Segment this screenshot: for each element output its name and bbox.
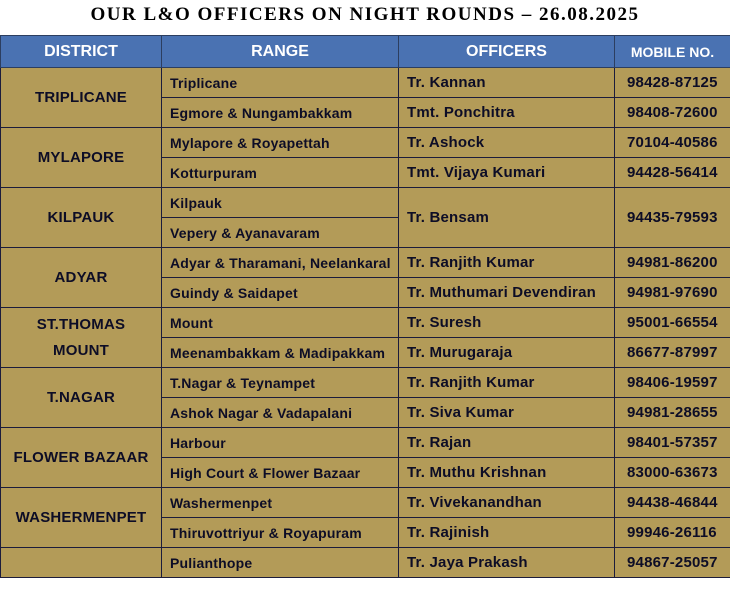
table-row: [1, 308, 730, 338]
range-cell: Adyar & Tharamani, Neelankaral: [162, 248, 399, 278]
header-mobile: MOBILE NO.: [615, 36, 730, 68]
officer-cell: Tr. Kannan: [399, 68, 615, 98]
officer-cell: Tr. Ashock: [399, 128, 615, 158]
range-cell: Triplicane: [162, 68, 399, 98]
mobile-cell: 94981-97690: [615, 278, 730, 308]
range-cell: T.Nagar & Teynampet: [162, 368, 399, 398]
range-cell: Kilpauk: [162, 188, 399, 218]
table-row: [1, 488, 730, 518]
mobile-cell: 98408-72600: [615, 98, 730, 128]
district-cell: ST.THOMAS MOUNT: [1, 308, 162, 368]
page-title: OUR L&O OFFICERS ON NIGHT ROUNDS – 26.08.2025: [90, 4, 640, 25]
table-row: [1, 368, 730, 398]
mobile-cell: 94981-28655: [615, 398, 730, 428]
mobile-cell: 86677-87997: [615, 338, 730, 368]
range-cell: Mylapore & Royapettah: [162, 128, 399, 158]
district-cell: T.NAGAR: [1, 368, 162, 428]
table-row: [1, 188, 730, 218]
officer-cell: Tr. Jaya Prakash: [399, 548, 615, 578]
mobile-cell: 94438-46844: [615, 488, 730, 518]
officer-cell: Tr. Muthu Krishnan: [399, 458, 615, 488]
officer-cell: Tmt. Vijaya Kumari: [399, 158, 615, 188]
range-cell: Vepery & Ayanavaram: [162, 218, 399, 248]
mobile-cell: 94428-56414: [615, 158, 730, 188]
district-cell: FLOWER BAZAAR: [1, 428, 162, 488]
officer-cell: Tmt. Ponchitra: [399, 98, 615, 128]
officer-cell: Tr. Murugaraja: [399, 338, 615, 368]
mobile-cell: 94981-86200: [615, 248, 730, 278]
table-row: [1, 548, 730, 578]
officer-cell: Tr. Ranjith Kumar: [399, 248, 615, 278]
header-officers: OFFICERS: [399, 36, 615, 68]
range-cell: Washermenpet: [162, 488, 399, 518]
officer-cell: Tr. Siva Kumar: [399, 398, 615, 428]
range-cell: Pulianthope: [162, 548, 399, 578]
officer-cell: Tr. Rajan: [399, 428, 615, 458]
range-cell: Meenambakkam & Madipakkam: [162, 338, 399, 368]
range-cell: Mount: [162, 308, 399, 338]
table-row: [1, 428, 730, 458]
officer-cell: Tr. Suresh: [399, 308, 615, 338]
district-cell: MYLAPORE: [1, 128, 162, 188]
mobile-cell: 95001-66554: [615, 308, 730, 338]
mobile-cell: 70104-40586: [615, 128, 730, 158]
table-row: [1, 68, 730, 98]
range-cell: Kotturpuram: [162, 158, 399, 188]
mobile-cell: 98406-19597: [615, 368, 730, 398]
officer-cell: Tr. Vivekanandhan: [399, 488, 615, 518]
officers-table: [0, 35, 730, 578]
table-row: [1, 248, 730, 278]
district-cell: [1, 548, 162, 578]
mobile-cell: 94867-25057: [615, 548, 730, 578]
range-cell: Harbour: [162, 428, 399, 458]
mobile-cell: 98428-87125: [615, 68, 730, 98]
mobile-cell: 98401-57357: [615, 428, 730, 458]
officer-cell: Tr. Muthumari Devendiran: [399, 278, 615, 308]
officer-cell: Tr. Ranjith Kumar: [399, 368, 615, 398]
range-cell: High Court & Flower Bazaar: [162, 458, 399, 488]
range-cell: Guindy & Saidapet: [162, 278, 399, 308]
district-cell: KILPAUK: [1, 188, 162, 248]
header-district: DISTRICT: [1, 36, 162, 68]
table-row: [1, 128, 730, 158]
range-cell: Egmore & Nungambakkam: [162, 98, 399, 128]
mobile-cell: 99946-26116: [615, 518, 730, 548]
header-row: [1, 36, 730, 68]
district-cell: TRIPLICANE: [1, 68, 162, 128]
mobile-cell: 94435-79593: [615, 188, 730, 248]
district-cell: ADYAR: [1, 248, 162, 308]
officer-cell: Tr. Rajinish: [399, 518, 615, 548]
header-range: RANGE: [162, 36, 399, 68]
range-cell: Ashok Nagar & Vadapalani: [162, 398, 399, 428]
officer-cell: Tr. Bensam: [399, 188, 615, 248]
mobile-cell: 83000-63673: [615, 458, 730, 488]
range-cell: Thiruvottriyur & Royapuram: [162, 518, 399, 548]
district-cell: WASHERMENPET: [1, 488, 162, 548]
